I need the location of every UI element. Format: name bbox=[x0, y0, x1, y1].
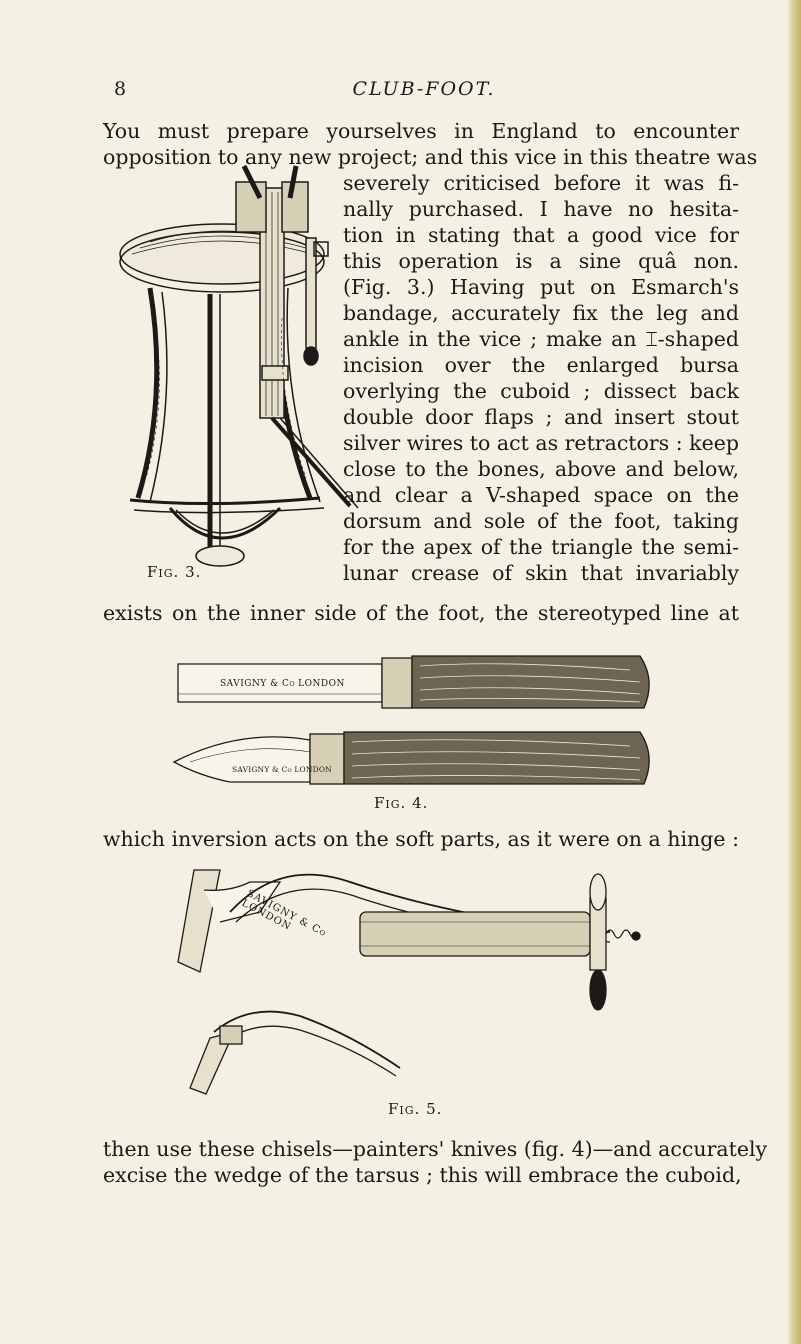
fig3-vice-illustration bbox=[110, 158, 350, 576]
fig4-knives-illustration bbox=[170, 652, 660, 782]
text-line: ankle in the vice ; make an ⌶-shaped bbox=[343, 327, 739, 351]
text-line: You must prepare yourselves in England to encounter bbox=[103, 119, 739, 143]
text-line: which inversion acts on the soft parts, as it were on a hinge : bbox=[103, 827, 739, 851]
page-header bbox=[114, 78, 734, 106]
fig5-stamp: SAVIGNY & Co LONDON bbox=[239, 888, 329, 940]
text-line: bandage, accurately fix the leg and bbox=[343, 301, 739, 325]
text-line: opposition to any new project; and this vice in this theatre was bbox=[103, 145, 758, 169]
text-line: lunar crease of skin that invariably bbox=[343, 561, 739, 585]
text-line: severely criticised before it was fi- bbox=[343, 171, 739, 195]
text-line: silver wires to act as retractors : keep bbox=[343, 431, 739, 455]
text-line: double door flaps ; and insert stout bbox=[343, 405, 739, 429]
text-line: tion in stating that a good vice for bbox=[343, 223, 739, 247]
text-line: overlying the cuboid ; dissect back bbox=[343, 379, 739, 403]
fig5-chisels-illustration bbox=[170, 862, 640, 1098]
text-line: incision over the enlarged bursa bbox=[343, 353, 739, 377]
fig5-caption: Fig. 5. bbox=[388, 1100, 443, 1118]
text-line: dorsum and sole of the foot, taking bbox=[343, 509, 739, 533]
text-line: this operation is a sine quâ non. bbox=[343, 249, 739, 273]
text-line: (Fig. 3.) Having put on Esmarch's bbox=[343, 275, 739, 299]
fig4-caption: Fig. 4. bbox=[374, 794, 429, 812]
text-line: nally purchased. I have no hesita- bbox=[343, 197, 739, 221]
fig4-stamp-top: SAVIGNY & Co LONDON bbox=[220, 679, 345, 689]
text-line: for the apex of the triangle the semi- bbox=[343, 535, 739, 559]
text-line: excise the wedge of the tarsus ; this will embrace the cuboid, bbox=[103, 1163, 742, 1187]
fig3-caption: Fig. 3. bbox=[147, 563, 202, 581]
text-line: then use these chisels—painters' knives (fig. 4)—and accurately bbox=[103, 1137, 768, 1161]
page-number: 8 bbox=[114, 78, 127, 100]
text-line: exists on the inner side of the foot, the stereotyped line at bbox=[103, 601, 739, 625]
running-title: CLUB-FOOT. bbox=[352, 78, 496, 100]
page-edge bbox=[787, 0, 801, 1344]
text-line: close to the bones, above and below, bbox=[343, 457, 739, 481]
text-line: and clear a V-shaped space on the bbox=[343, 483, 739, 507]
fig4-stamp-bottom: SAVIGNY & Co LONDON bbox=[232, 765, 332, 774]
